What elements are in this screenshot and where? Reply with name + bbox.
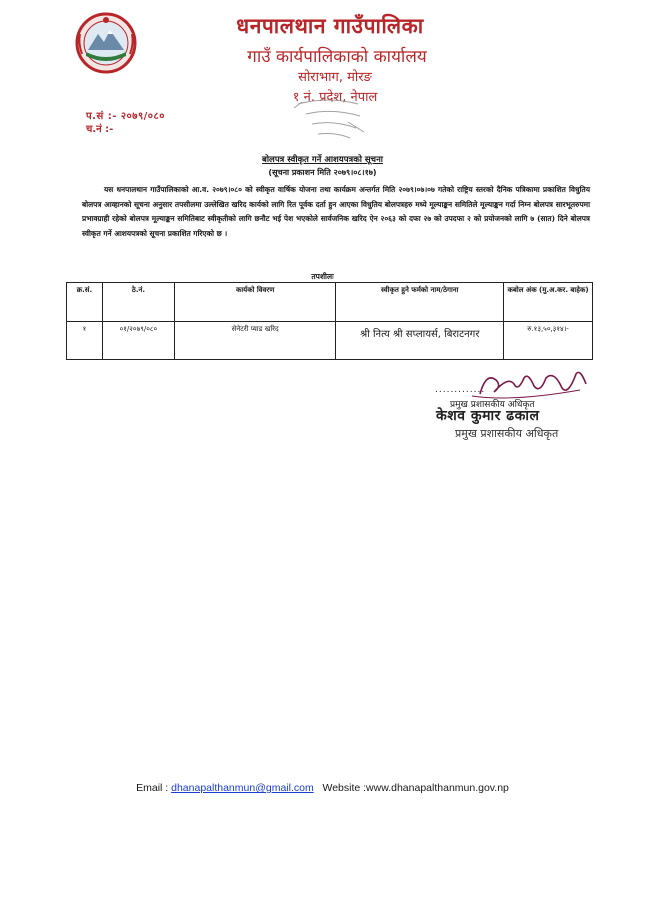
- office-stamp: [288, 92, 374, 148]
- cell-contract-no: ०१/२०७९/०८०: [102, 322, 174, 360]
- footer-contact: [0, 782, 645, 794]
- details-label: तपशीलः: [311, 272, 334, 281]
- address-district: सोराभाग, मोरङ: [298, 70, 372, 85]
- column-header-firm: स्वीकृत हुने फर्मको नाम/ठेगाना: [336, 283, 504, 322]
- column-header-contract-no: ठे.नं.: [102, 283, 174, 322]
- address-province: १ नं. प्रदेश, नेपाल: [292, 90, 378, 105]
- table-row: [67, 322, 593, 360]
- signer-role: प्रमुख प्रशासकीय अधिकृत: [455, 427, 559, 440]
- notice-title-text: बोलपत्र स्वीकृत गर्ने आशयपत्रको सूचना: [262, 155, 383, 165]
- column-header-bid-amount: कबोल अंक (मु.अ.कर. बाहेक): [504, 283, 593, 322]
- signer-title: प्रमुख प्रशासकीय अधिकृत: [450, 400, 535, 410]
- cell-description: सेनेटरी प्याड खरिद: [174, 322, 336, 360]
- column-header-sn: क्र.सं.: [67, 283, 103, 322]
- website-link[interactable]: www.dhanapalthanmun.gov.np: [366, 782, 509, 794]
- notice-body: यस धनपालथान गाउँपालिकाको आ.व. २०७९।०८० को स्वीकृत वार्षिक योजना तथा कार्यक्रम अन्तर्गत मिति २०७९।०७।०७ गतेको राष्ट्रिय स्तरको दैनिक पत्रिकामा प्रकाशित विधुतिय बोलपत्र आव्हानको सूचना अनुसार तपसीलमा उल्लेखित खरिद कार्यको लागि रित पूर्वक दर्ता हुन आएका विधुतिय बोलपत्रहरु मध्ये मूल्याङ्कन समितिले मूल्याङ्कन गर्दा निम्न बोलपत्र सारभूतरुपमा प्रभावग्राही रहेको बोलपत्र मूल्याङ्कन समितिबाट स्वीकृतीको लागि छनौट भई पेश भएकोले सार्वजनिक खरिद ऐन २०६३ को दफा २७ को उपदफा २ को प्रयोजनको लागि ७ (सात) दिने बोलपत्र स्वीकृत गर्ने आशयपत्रको सूचना प्रकाशित गरिएको छ ।: [82, 185, 590, 238]
- column-header-description: कार्यको विवरण: [174, 283, 336, 322]
- website-label: Website :: [322, 782, 367, 794]
- cell-sn: १: [67, 322, 103, 360]
- municipality-name: धनपालथान गाउँपालिका: [236, 14, 424, 38]
- email-label: Email :: [136, 782, 169, 794]
- reference-number: प.सं :- २०७९/०८०: [86, 111, 165, 122]
- signature-line: .............: [435, 385, 486, 395]
- notice-title: [0, 154, 645, 165]
- dispatch-number: च.नं :-: [86, 124, 114, 135]
- cell-bid-amount: रु.१३,५०,३१४।-: [504, 322, 593, 360]
- tender-table: [66, 282, 593, 360]
- cell-firm: श्री नित्य श्री सप्लायर्स, बिराटनगर: [336, 322, 504, 360]
- notice-publish-date: (सूचना प्रकाशन मिति २०७९।०८।१७): [268, 168, 377, 177]
- municipality-logo: [74, 12, 138, 74]
- email-link[interactable]: dhanapalthanmun@gmail.com: [171, 782, 314, 794]
- office-name: गाउँ कार्यपालिकाको कार्यालय: [247, 47, 427, 67]
- table-header-row: [67, 283, 593, 322]
- signer-name: केशव कुमार ढकाल: [436, 408, 540, 424]
